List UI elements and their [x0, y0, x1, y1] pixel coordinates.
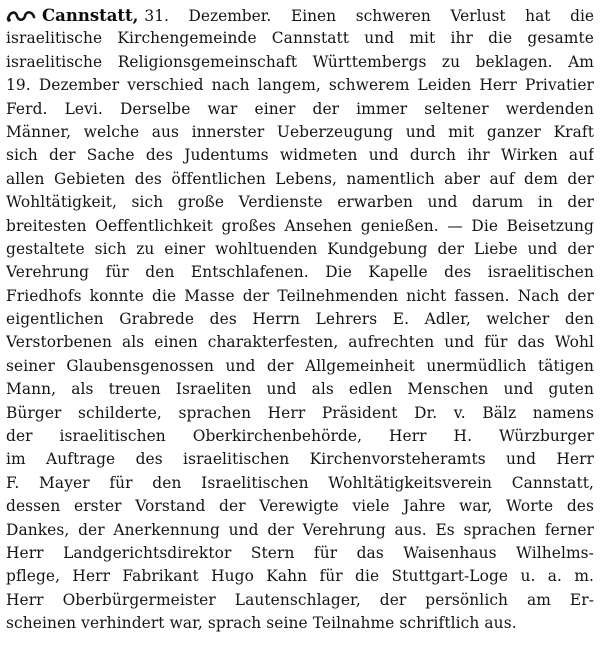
text-line: im Auftrage des israelitischen Kirchenvorsteheramts und Herr [6, 450, 594, 469]
text-line: breitesten Oeffentlichkeit großes Ansehen genießen. — Die Beisetzung [6, 216, 594, 235]
text-line: dessen erster Vorstand der Verewigte viele Jahre war, Worte des [6, 497, 594, 516]
text-line: Verstorbenen als einen charakterfesten, aufrechten und für das Wohl [6, 333, 594, 352]
text-line: israelitische Kirchengemeinde Cannstatt und mit ihr die gesamte [6, 29, 594, 48]
text-line: Männer, welche aus innerster Ueberzeugung und mit ganzer Kraft [6, 122, 594, 141]
text-line: Friedhofs konnte die Masse der Teilnehmenden nicht fassen. Nach der [6, 286, 594, 305]
text-line: Verehrung für den Entschlafenen. Die Kapelle des israelitischen [6, 263, 594, 282]
text-line: der israelitischen Oberkirchenbehörde, Herr H. Würzburger [6, 427, 594, 446]
text-line: Ferd. Levi. Derselbe war einer der immer seltener werdenden [6, 99, 594, 118]
text-line: Bürger schilderte, sprachen Herr Präsident Dr. v. Bälz namens [6, 403, 594, 422]
text-line: sich der Sache des Judentums widmeten und durch ihr Wirken auf [6, 146, 594, 165]
text-line: Herr Landgerichtsdirektor Stern für das Waisenhaus Wilhelms- [6, 543, 594, 562]
article-column [6, 4, 594, 636]
dateline-place: Cannstatt, [42, 6, 139, 26]
text-line: Dankes, der Anerkennung und der Verehrung aus. Es sprachen ferner [6, 520, 594, 539]
text-line: Wohltätigkeit, sich große Verdienste erwarben und darum in der [6, 193, 594, 212]
text-line: Herr Oberbürgermeister Lautenschlager, der persönlich am Er- [6, 590, 594, 609]
text-line: scheinen verhindert war, sprach seine Teilnahme schriftlich aus. [6, 614, 517, 633]
text-line: pflege, Herr Fabrikant Hugo Kahn für die Stuttgart-Loge u. a. m. [6, 567, 594, 586]
text-line: israelitische Religionsgemeinschaft Württembergs zu beklagen. Am [6, 52, 594, 71]
text-line: eigentlichen Grabrede des Herrn Lehrers E. Adler, welcher den [6, 310, 594, 329]
swirl-ornament-icon [6, 8, 36, 24]
dateline-text: 31. Dezember. Einen schweren Verlust hat die [144, 6, 594, 25]
text-line: seiner Glaubensgenossen und der Allgemeinheit unermüdlich tätigen [6, 356, 594, 375]
text-line: allen Gebieten des öffentlichen Lebens, namentlich aber auf dem der [6, 169, 594, 188]
text-line: F. Mayer für den Israelitischen Wohltätigkeitsverein Cannstatt, [6, 473, 594, 492]
text-line: Mann, als treuen Israeliten und als edlen Menschen und guten [6, 380, 594, 399]
newspaper-clipping [6, 4, 594, 652]
dateline-row [6, 4, 594, 27]
text-line: 19. Dezember verschied nach langem, schwerem Leiden Herr Privatier [6, 76, 594, 95]
text-line: gestaltete sich zu einer wohltuenden Kundgebung der Liebe und der [6, 239, 594, 258]
